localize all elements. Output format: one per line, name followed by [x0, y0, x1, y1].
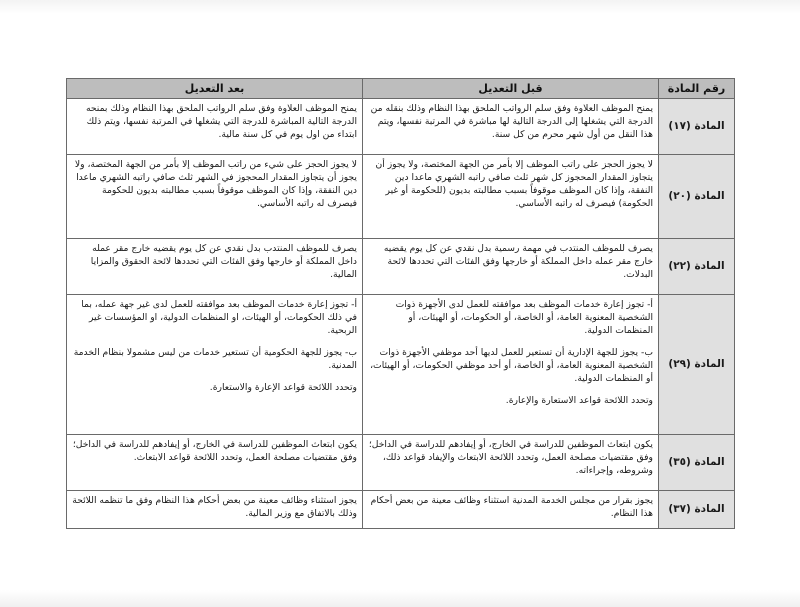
clause-text: أ- تجوز إعارة خدمات الموظف بعد موافقته للعمل لدى غير جهة عمله، بما في ذلك الحكومات، أو الهيئات، او المنظمات الدولية، او المؤسسات غير الربحية. — [81, 299, 357, 337]
clause-text: يصرف للموظف المنتدب بدل نقدي عن كل يوم يقضيه خارج مقر عمله داخل المملكة أو خارجها وفق الفئات التي تحددها لائحة الحقوق والمزايا المالية. — [90, 243, 357, 281]
clause-text: لا يجوز الحجز على شيء من راتب الموظف إلا بأمر من الجهة المختصة، ولا يجوز أن يتجاوز المقدار المحجوز في الشهر ثلث صافي راتبه الشهري ماعدا دين النفقة، وإذا كان الموظف موقوفاً بسبب مطالبته بديون للحكومة فيصرف له راتبه الأساسي. — [74, 159, 357, 210]
article-number-cell: المادة (٢٢) — [659, 239, 735, 295]
before-amendment-cell — [363, 295, 659, 435]
clause-text: يكون ابتعاث الموظفين للدراسة في الخارج، أو إيفادهم للدراسة في الداخل؛ وفق مقتضيات مصلحة العمل، وتحدد اللائحة قواعد الابتعاث. — [72, 439, 357, 464]
clause-text: أ- تجوز إعارة خدمات الموظف بعد موافقته للعمل لدى الأجهزة ذوات الشخصية المعنوية العامة، أو الخاصة، أو الحكومات، أو الهيئات، أو المنظمات الدولية. — [395, 299, 653, 337]
article-number-cell: المادة (٣٥) — [659, 435, 735, 491]
table-header-row — [67, 79, 735, 99]
article-number-cell: المادة (٣٧) — [659, 491, 735, 529]
clause-text: وتحدد اللائحة قواعد الاستعارة والإعارة. — [505, 395, 653, 407]
clause-text: لا يجوز الحجز على راتب الموظف إلا بأمر من الجهة المختصة، ولا يجوز أن يتجاوز المقدار المحجوز كل شهر ثلث صافي راتبه الشهري ماعدا دين النفقة، وإذا كان الموظف موقوفاً بسبب مطالبته بديون (للحكومة أو غير الحكومة) فيصرف له راتبه الأساسي. — [375, 159, 653, 210]
clause-text: يجوز بقرار من مجلس الخدمة المدنية استثناء وظائف معينة من بعض أحكام هذا النظام. — [370, 495, 653, 520]
clause-text: يكون ابتعاث الموظفين للدراسة في الخارج، أو إيفادهم للدراسة في الداخل؛ وفق مقتضيات مصلحة العمل، وتحدد اللائحة الابتعاث والإيفاد قواعد ذلك، وشروطه، وإجراءاته. — [368, 439, 653, 477]
table-row — [67, 155, 735, 239]
clause-text: يمنح الموظف العلاوة وفق سلم الرواتب الملحق بهذا النظام وذلك بنقله من الدرجة التي يشغلها إلى الدرجة التالية لها مباشرة في المرتبة نفسها، ويتم هذا النقل من أول شهر محرم من كل سنة. — [370, 103, 653, 141]
after-amendment-cell — [67, 491, 363, 529]
table-row — [67, 99, 735, 155]
clause-text: ب- يجوز للجهة الإدارية أن تستعير للعمل لديها أحد موظفي الأجهزة ذوات الشخصية المعنوية العامة، أو الخاصة، أو أحد موظفي الحكومات، أو الهيئات، أو المنظمات الدولية. — [370, 347, 653, 385]
before-amendment-cell — [363, 155, 659, 239]
clause-text: يصرف للموظف المنتدب في مهمة رسمية بدل نقدي عن كل يوم يقضيه خارج مقر عمله داخل المملكة أو خارجها وفق الفئات التي تحددها لائحة البدلات. — [383, 243, 653, 281]
header-before-amendment: قبل التعديل — [363, 79, 659, 99]
table-row — [67, 239, 735, 295]
after-amendment-cell — [67, 239, 363, 295]
after-amendment-cell — [67, 155, 363, 239]
header-after-amendment: بعد التعديل — [67, 79, 363, 99]
clause-text: وتحدد اللائحة قواعد الإعارة والاستعارة. — [209, 382, 357, 394]
article-number-cell: المادة (٢٩) — [659, 295, 735, 435]
amendments-table — [66, 78, 735, 529]
table-row — [67, 435, 735, 491]
after-amendment-cell — [67, 295, 363, 435]
clause-text: يمنح الموظف العلاوة وفق سلم الرواتب الملحق بهذا النظام وذلك بمنحه الدرجة التالية المباشرة للدرجة التي يشغلها في المرتبة نفسها، ويتم ذلك ابتداء من اول يوم في كل سنة مالية. — [85, 103, 357, 141]
before-amendment-cell — [363, 491, 659, 529]
article-number-cell: المادة (١٧) — [659, 99, 735, 155]
table-row — [67, 491, 735, 529]
table-row — [67, 295, 735, 435]
clause-text: يجوز استثناء وظائف معينة من بعض أحكام هذا النظام وفق ما تنظمه اللائحة وذلك بالاتفاق مع وزير المالية. — [72, 495, 357, 520]
after-amendment-cell — [67, 99, 363, 155]
before-amendment-cell — [363, 239, 659, 295]
table-body — [67, 99, 735, 529]
header-article-number: رقم المادة — [659, 79, 735, 99]
after-amendment-cell — [67, 435, 363, 491]
clause-text: ب- يجوز للجهة الحكومية أن تستعير خدمات من ليس مشمولا بنظام الخدمة المدنية. — [73, 347, 357, 372]
article-number-cell: المادة (٢٠) — [659, 155, 735, 239]
before-amendment-cell — [363, 99, 659, 155]
before-amendment-cell — [363, 435, 659, 491]
